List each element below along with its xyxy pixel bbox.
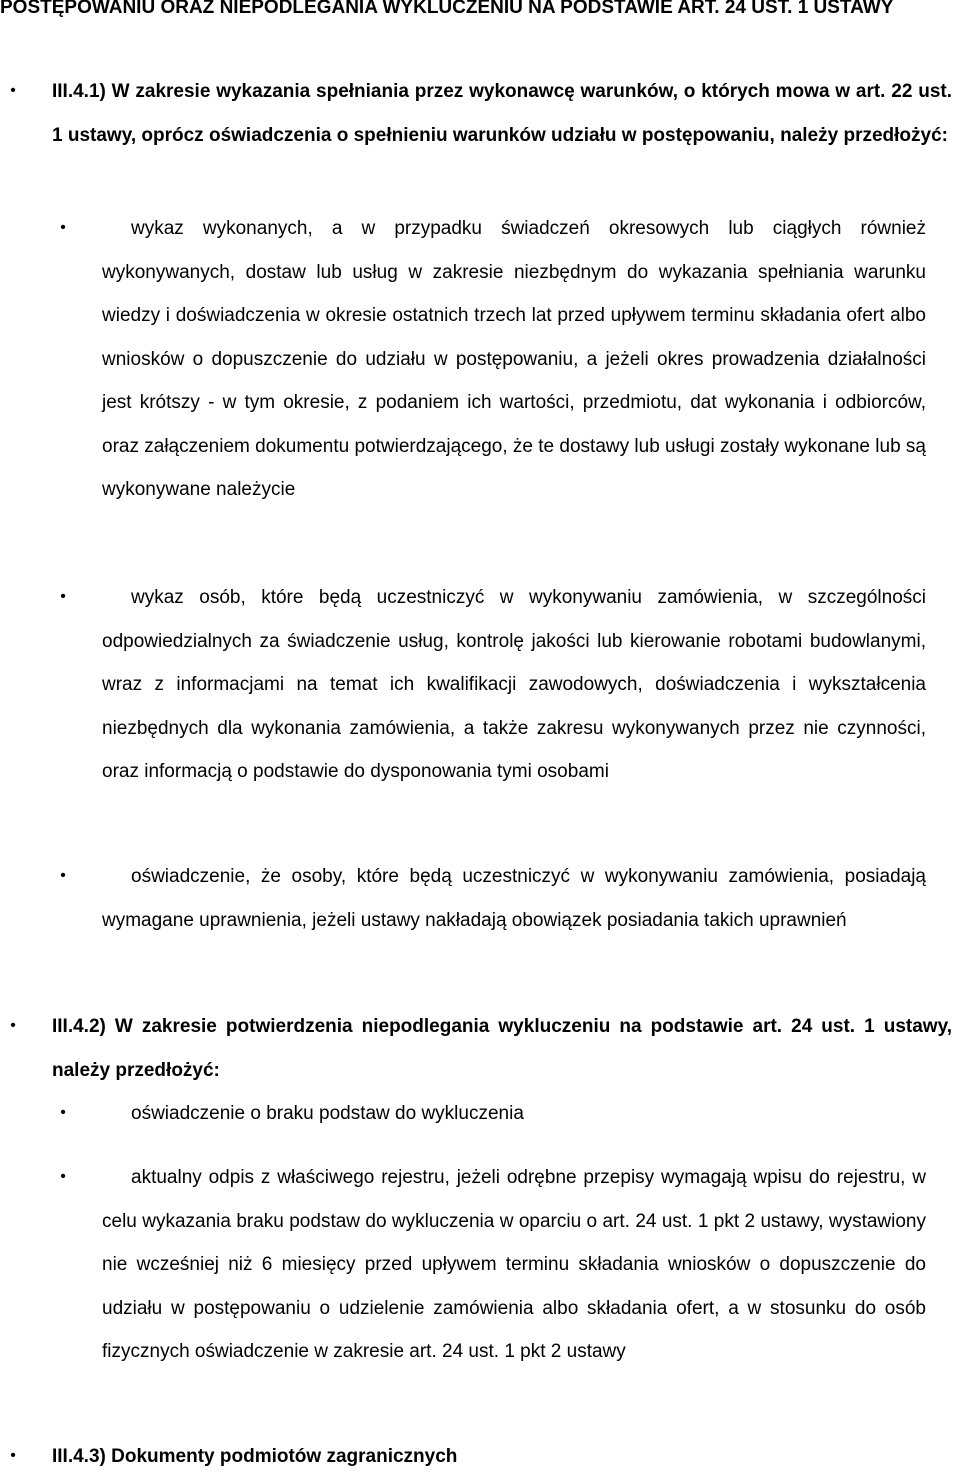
document-heading: POSTĘPOWANIU ORAZ NIEPODLEGANIA WYKLUCZENIU NA PODSTAWIE ART. 24 UST. 1 USTAWY bbox=[0, 0, 894, 18]
list-item-wykaz-osob: wykaz osób, które będą uczestniczyć w wykonywaniu zamówienia, w szczególności odpowiedzialnych za świadczenie usług, kontrolę jakości lub kierowanie robotami budowlanymi, wraz z informacjami na temat ich kwalifikacji zawodowych, doświadczenia i wykształcenia niezbędnych dla wykonania zamówienia, a także zakresu wykonywanych przez nie czynności, oraz informacją o podstawie do dysponowania tymi osobami bbox=[102, 587, 926, 782]
list-bullet: • bbox=[60, 1104, 66, 1121]
section-title-III-4-3: III.4.3) Dokumenty podmiotów zagranicznych bbox=[52, 1446, 458, 1467]
section-bullet: • bbox=[10, 1017, 16, 1034]
list-bullet: • bbox=[60, 1168, 66, 1185]
section-title-III-4-1: III.4.1) W zakresie wykazania spełniania przez wykonawcę warunków, o których mowa w art. 22 ust. 1 ustawy, oprócz oświadczenia o spełnieniu warunków udziału w postępowaniu, należy przedłożyć: bbox=[52, 81, 952, 146]
list-item-wykaz-wykonanych: wykaz wykonanych, a w przypadku świadczeń okresowych lub ciągłych również wykonywanych, dostaw lub usług w zakresie niezbędnym do wykazania spełniania warunku wiedzy i doświadczenia w okresie ostatnich trzech lat przed upływem terminu składania ofert albo wniosków o dopuszczenie do udziału w postępowaniu, a jeżeli okres prowadzenia działalności jest krótszy - w tym okresie, z podaniem ich wartości, przedmiotu, dat wykonania i odbiorców, oraz załączeniem dokumentu potwierdzającego, że te dostawy lub usługi zostały wykonane lub są wykonywane należycie bbox=[102, 218, 926, 500]
section-bullet: • bbox=[10, 82, 16, 99]
list-bullet: • bbox=[60, 867, 66, 884]
section-title-III-4-2: III.4.2) W zakresie potwierdzenia niepodlegania wykluczeniu na podstawie art. 24 ust. 1 ustawy, należy przedłożyć: bbox=[52, 1016, 952, 1081]
list-item-oswiadczenie-uprawnienia: oświadczenie, że osoby, które będą uczestniczyć w wykonywaniu zamówienia, posiadają wymagane uprawnienia, jeżeli ustawy nakładają obowiązek posiadania takich uprawnień bbox=[102, 866, 926, 931]
list-bullet: • bbox=[60, 219, 66, 236]
list-bullet: • bbox=[60, 588, 66, 605]
list-item-odpis-rejestru: aktualny odpis z właściwego rejestru, jeżeli odrębne przepisy wymagają wpisu do rejestru, w celu wykazania braku podstaw do wykluczenia w oparciu o art. 24 ust. 1 pkt 2 ustawy, wystawiony nie wcześniej niż 6 miesięcy przed upływem terminu składania wniosków o dopuszczenie do udziału w postępowaniu o udzielenie zamówienia albo składania ofert, a w stosunku do osób fizycznych oświadczenie w zakresie art. 24 ust. 1 pkt 2 ustawy bbox=[102, 1167, 926, 1362]
section-bullet: • bbox=[10, 1447, 16, 1464]
list-item-oswiadczenie-brak-podstaw: oświadczenie o braku podstaw do wykluczenia bbox=[131, 1103, 524, 1124]
